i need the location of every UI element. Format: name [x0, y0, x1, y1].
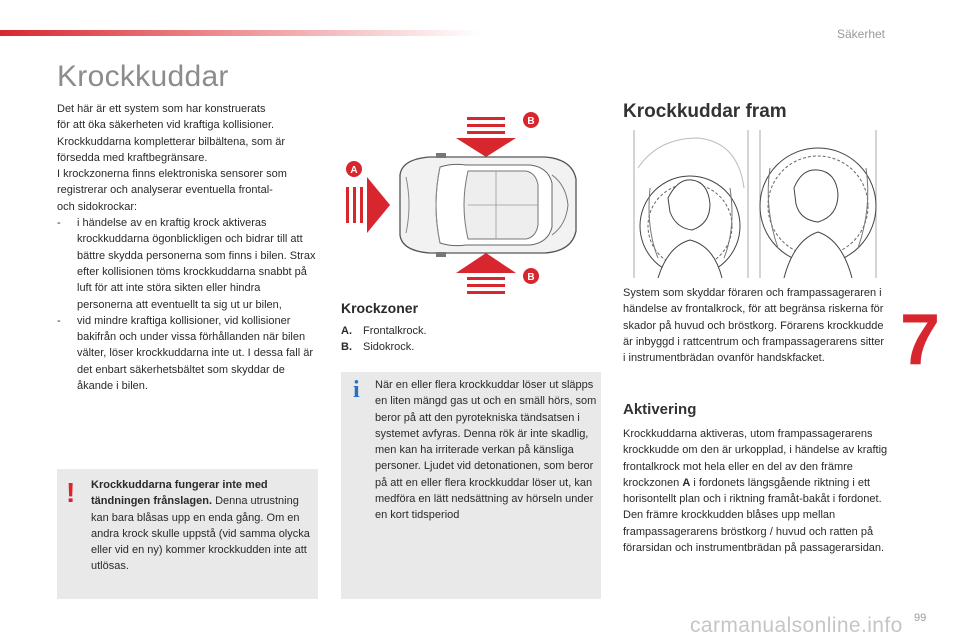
- list-item-text: i händelse av en kraftig krock aktiveras krockkuddarna ögonblickligen och bidrar till att bättre skydda personerna som finns i bilen. Strax efter kollisionen töms krockkuddarna snabbt på luft för att inte störa sikten eller hindra personerna att eventuellt ta sig ut ur bilen,: [77, 217, 316, 311]
- frontal-impact-arrow: [346, 177, 390, 233]
- side-impact-arrow-top: [456, 117, 516, 157]
- front-airbags-text: System som skyddar föraren och frampassageraren i händelse av frontalkrock, för att begränsa riskerna för skador på huvud och bröstkorg. Förarens krockkudde är inbyggd i rattcentrum och frampassagerarens sitter i instrumentbrädan ovanför handskfacket.: [623, 287, 885, 365]
- front-airbag-illustration: [628, 128, 878, 278]
- label-b-top-badge: [523, 112, 539, 128]
- zone-text: Frontalkrock.: [363, 325, 427, 337]
- activation-text: [623, 426, 888, 556]
- activation-title: Aktivering: [623, 401, 697, 418]
- info-box: [341, 372, 601, 599]
- activation-text-end: i fordonets längsgående riktning i ett horisontellt plan och i riktning framåt-bakåt i fordonet. Den främre krockkudden blåses upp mellan frampassagerarens bröstkorg / huvud och ratten på förarsidan och instrumentbrädan på passagerarsidan.: [623, 476, 885, 555]
- list-item: [57, 215, 319, 313]
- label-b-top: B: [527, 116, 535, 127]
- zone-key: A.: [341, 325, 352, 337]
- intro-line: I krockzonerna finns elektroniska sensorer som: [57, 168, 287, 181]
- intro-text: [57, 101, 319, 394]
- intro-line: försedda med kraftbegränsare.: [57, 151, 208, 164]
- section-name: Säkerhet: [836, 27, 885, 41]
- activation-zone-key: A: [682, 476, 691, 489]
- intro-line: registrerar och analyserar eventuella frontal-: [57, 184, 273, 197]
- driver-airbag-sketch: [634, 130, 748, 278]
- front-airbags-title: Krockkuddar fram: [623, 101, 787, 122]
- zone-key: B.: [341, 341, 352, 354]
- header-accent-bar: [0, 30, 480, 36]
- warning-box: [57, 469, 318, 599]
- label-b-bottom: B: [527, 272, 535, 283]
- zone-text: Sidokrock.: [363, 341, 415, 354]
- info-icon: i: [353, 377, 360, 403]
- warning-body-text: Denna utrustning kan bara blåsas upp en enda gång. Om en andra krock skulle uppstå (vid samma olycka eller vid en ny) kommer krockkudden inte att utlösas.: [91, 495, 310, 573]
- intro-line: Krockkuddarna kompletterar bilbältena, som är: [57, 135, 286, 148]
- label-a: A: [350, 165, 358, 176]
- list-item: [341, 339, 427, 355]
- watermark-text: carmanualsonline.info: [690, 614, 903, 637]
- car-top-view: [400, 153, 576, 257]
- list-dash: -: [57, 314, 61, 327]
- label-b-bottom-badge: [523, 268, 539, 284]
- list-item: [57, 313, 319, 394]
- chapter-number: 7: [900, 300, 941, 380]
- page-number: 99: [914, 612, 927, 624]
- zones-list: [341, 323, 427, 356]
- label-a-badge: [346, 161, 362, 177]
- crash-zone-diagram: [340, 105, 600, 295]
- list-item: [341, 323, 427, 339]
- warning-bold-text: Krockkuddarna fungerar inte med tändningen frånslagen.: [91, 479, 268, 508]
- list-dash: -: [57, 217, 61, 230]
- side-impact-arrow-bottom: [456, 253, 516, 294]
- warning-icon: !: [66, 477, 76, 508]
- activation-text-start: Krockkuddarna aktiveras, utom frampassagerarens krockkudde om den är urkopplad, i händelse av kraftig frontalkrock mot hela eller en del av den främre krockzonen: [623, 428, 888, 489]
- zones-title: Krockzoner: [341, 300, 419, 316]
- page-title: Krockkuddar: [57, 60, 229, 93]
- list-item-text: vid mindre kraftiga kollisioner, vid kollisioner bakifrån och under vissa förhållanden när bilen välter, löser krockkuddarna inte ut. I dessa fall är det enbart säkerhetsbältet som skyddar de åkande i bilen.: [77, 314, 314, 393]
- intro-line: Det här är ett system som har konstruerats: [57, 103, 266, 115]
- info-text: När en eller flera krockkuddar löser ut släpps en liten mängd gas ut och en smäll hörs, som beror på att den pyrotekniska tändsatsen i systemet avfyras. Denna rök är inte skadlig, men kan ha irriterade verkan på känsliga personer. Ljudet vid detonationen, som beror på att en eller flera krockkuddar löser ut, kan medföra en lätt nedsättning av hörseln under en kort tidsperiod: [375, 379, 597, 522]
- intro-line: och sidokrockar:: [57, 200, 138, 213]
- intro-line: för att öka säkerheten vid kraftiga kollisioner.: [57, 119, 275, 132]
- passenger-airbag-sketch: [760, 130, 876, 278]
- warning-text: [91, 477, 313, 575]
